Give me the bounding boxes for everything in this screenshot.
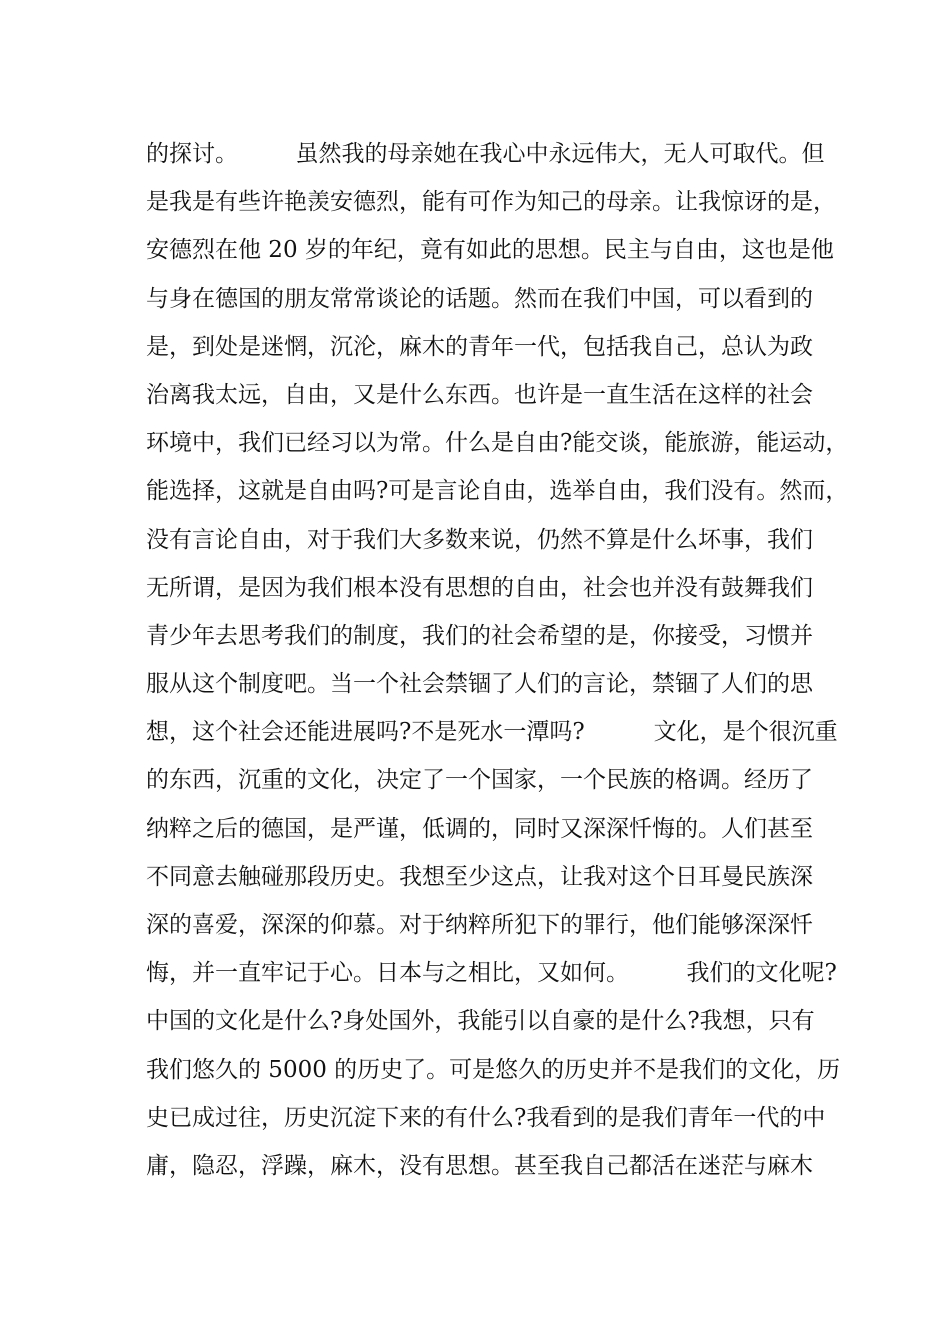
text-line: 庸，隐忍，浮躁，麻木，没有思想。甚至我自己都活在迷茫与麻木 xyxy=(146,1152,813,1179)
text-line: 不同意去触碰那段历史。我想至少这点，让我对这个日耳曼民族深 xyxy=(146,863,813,890)
text-line: 是，到处是迷惘，沉沦，麻木的青年一代，包括我自己，总认为政 xyxy=(146,333,813,360)
text-line: 没有言论自由，对于我们大多数来说，仍然不算是什么坏事，我们 xyxy=(146,526,813,553)
text-line: 悔，并一直牢记于心。日本与之相比，又如何。 我们的文化呢? xyxy=(146,960,837,987)
body-text xyxy=(146,130,849,1190)
text-line: 深的喜爱，深深的仰慕。对于纳粹所犯下的罪行，他们能够深深忏 xyxy=(146,912,813,938)
text-line: 的东西，沉重的文化，决定了一个国家，一个民族的格调。经历了 xyxy=(146,767,813,794)
text-line: 治离我太远，自由，又是什么东西。也许是一直生活在这样的社会 xyxy=(146,381,813,408)
text-line: 环境中，我们已经习以为常。什么是自由?能交谈，能旅游，能运动， xyxy=(146,430,849,457)
text-line: 能选择，这就是自由吗?可是言论自由，选举自由，我们没有。然而， xyxy=(146,478,849,505)
text-line: 与身在德国的朋友常常谈论的话题。然而在我们中国，可以看到的 xyxy=(146,285,813,312)
text-line: 中国的文化是什么?身处国外，我能引以自豪的是什么?我想，只有 xyxy=(146,1008,815,1035)
text-line: 的探讨。 虽然我的母亲她在我心中永远伟大，无人可取代。但 xyxy=(146,141,825,167)
text-line: 想，这个社会还能进展吗?不是死水一潭吗? 文化，是个很沉重 xyxy=(146,719,838,746)
text-line: 服从这个制度吧。当一个社会禁锢了人们的言论，禁锢了人们的思 xyxy=(146,671,813,698)
text-line: 青少年去思考我们的制度，我们的社会希望的是，你接受，习惯并 xyxy=(146,622,813,649)
text-line: 史已成过往，历史沉淀下来的有什么?我看到的是我们青年一代的中 xyxy=(146,1104,826,1131)
text-line: 是我是有些许艳羡安德烈，能有可作为知己的母亲。让我惊讶的是， xyxy=(146,189,836,216)
text-line: 纳粹之后的德国，是严谨，低调的，同时又深深忏悔的。人们甚至 xyxy=(146,815,813,842)
text-line: 安德烈在他 20 岁的年纪，竟有如此的思想。民主与自由，这也是他 xyxy=(146,237,834,264)
text-line: 无所谓，是因为我们根本没有思想的自由，社会也并没有鼓舞我们 xyxy=(146,574,813,601)
text-line: 我们悠久的 5000 的历史了。可是悠久的历史并不是我们的文化，历 xyxy=(146,1056,841,1083)
